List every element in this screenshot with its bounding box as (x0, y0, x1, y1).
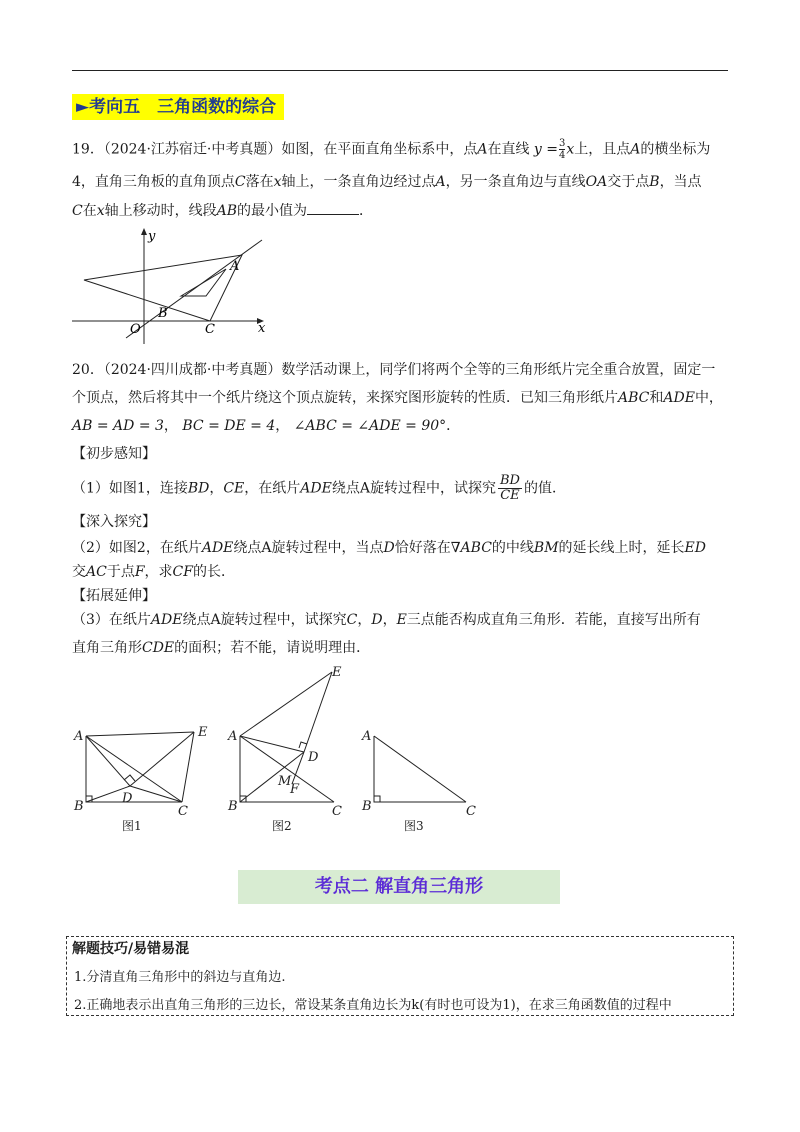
q19-slope-fraction: $\frac{3}{4}$ (559, 138, 566, 161)
fig1-B: B (74, 799, 84, 814)
fig2-C: C (332, 804, 342, 819)
top-rule (72, 70, 728, 71)
label-x: x (258, 321, 266, 336)
fig2-A: A (228, 729, 238, 744)
caption-fig1: 图1 (122, 819, 142, 833)
q20-part2-line2: 交AC于点F，求CF的长． (72, 564, 235, 580)
label-O: O (130, 322, 141, 337)
fig3-B: B (362, 799, 372, 814)
bd-ce-fraction: $\frac{BD}{CE}$ (499, 473, 520, 503)
q20-line2: 个顶点，然后将其中一个纸片绕这个顶点旋转，来探究图形旋转的性质．已知三角形纸片ABC和ADE中， (72, 390, 723, 406)
tips-line-2: 2.正确地表示出直角三角形的三边长，常设某条直角边长为k(有时也可设为1)，在求三角函数值的过程中 (74, 998, 672, 1013)
fig1-A: A (74, 729, 84, 744)
label-C: C (205, 322, 215, 337)
heading-initial: 【初步感知】 (72, 446, 156, 462)
fig1-D: D (122, 791, 133, 806)
q20-part3-line2: 直角三角形CDE的面积；若不能，请说明理由． (72, 640, 371, 656)
q19-line2: 4，直角三角板的直角顶点C落在x轴上，一条直角边经过点A，另一条直角边与直线OA交于点B，当点 (72, 174, 702, 190)
fig1-C: C (178, 804, 188, 819)
q19-figure (66, 226, 280, 346)
q20-part3-line1: （3）在纸片ADE绕点A旋转过程中，试探究C，D，E三点能否构成直角三角形．若能，直接写出所有 (72, 612, 701, 628)
label-A: A (230, 259, 240, 274)
tips-title: 解题技巧/易错易混 (72, 941, 190, 957)
figure-1 (86, 732, 194, 802)
fig2-M: M (278, 774, 292, 789)
q20-part2-line1: （2）如图2，在纸片ADE绕点A旋转过程中，当点D恰好落在∇ABC的中线BM的延长线上时，延长ED (72, 540, 706, 556)
tips-line-1: 1.分清直角三角形中的斜边与直角边. (74, 970, 286, 985)
heading-extend: 【拓展延伸】 (72, 588, 156, 604)
fig2-B: B (228, 799, 238, 814)
q19-line3: C在x轴上移动时，线段AB的最小值为 ． (72, 200, 373, 221)
q19-line1: 19．（2024·江苏宿迁·中考真题）如图，在平面直角坐标系中，点A在直线 y = $\frac{3}{4}x$上，且点A的横坐标为 (72, 138, 711, 161)
triangle-ruler-inner (181, 269, 226, 296)
label-y: y (148, 229, 156, 244)
q20-part1: （1）如图1，连接BD，CE，在纸片ADE绕点A旋转过程中，试探究 $\frac{BD}{CE}$ 的值． (72, 473, 566, 503)
fig3-A: A (362, 729, 372, 744)
q20-line1: 20．（2024·四川成都·中考真题）数学活动课上，同学们将两个全等的三角形纸片完全重合放置，固定一 (72, 362, 716, 378)
caption-fig3: 图3 (404, 819, 424, 833)
q20-line3: AB = AD = 3， BC = DE = 4， ∠ABC = ∠ADE = 90°． (72, 418, 461, 434)
kaodian-heading: 考点二 解直角三角形 (238, 870, 560, 904)
section-heading: ►考向五 三角函数的综合 (72, 94, 284, 120)
fig3-C: C (466, 804, 476, 819)
fig2-D: D (308, 750, 319, 765)
caption-fig2: 图2 (272, 819, 292, 833)
fig1-E: E (198, 725, 208, 740)
figure-3 (374, 736, 466, 802)
label-B: B (158, 306, 168, 321)
heading-deep: 【深入探究】 (72, 514, 156, 530)
fig2-E: E (332, 665, 342, 680)
fig2-F: F (290, 782, 300, 797)
q20-figures (66, 660, 486, 840)
answer-blank (307, 200, 359, 215)
